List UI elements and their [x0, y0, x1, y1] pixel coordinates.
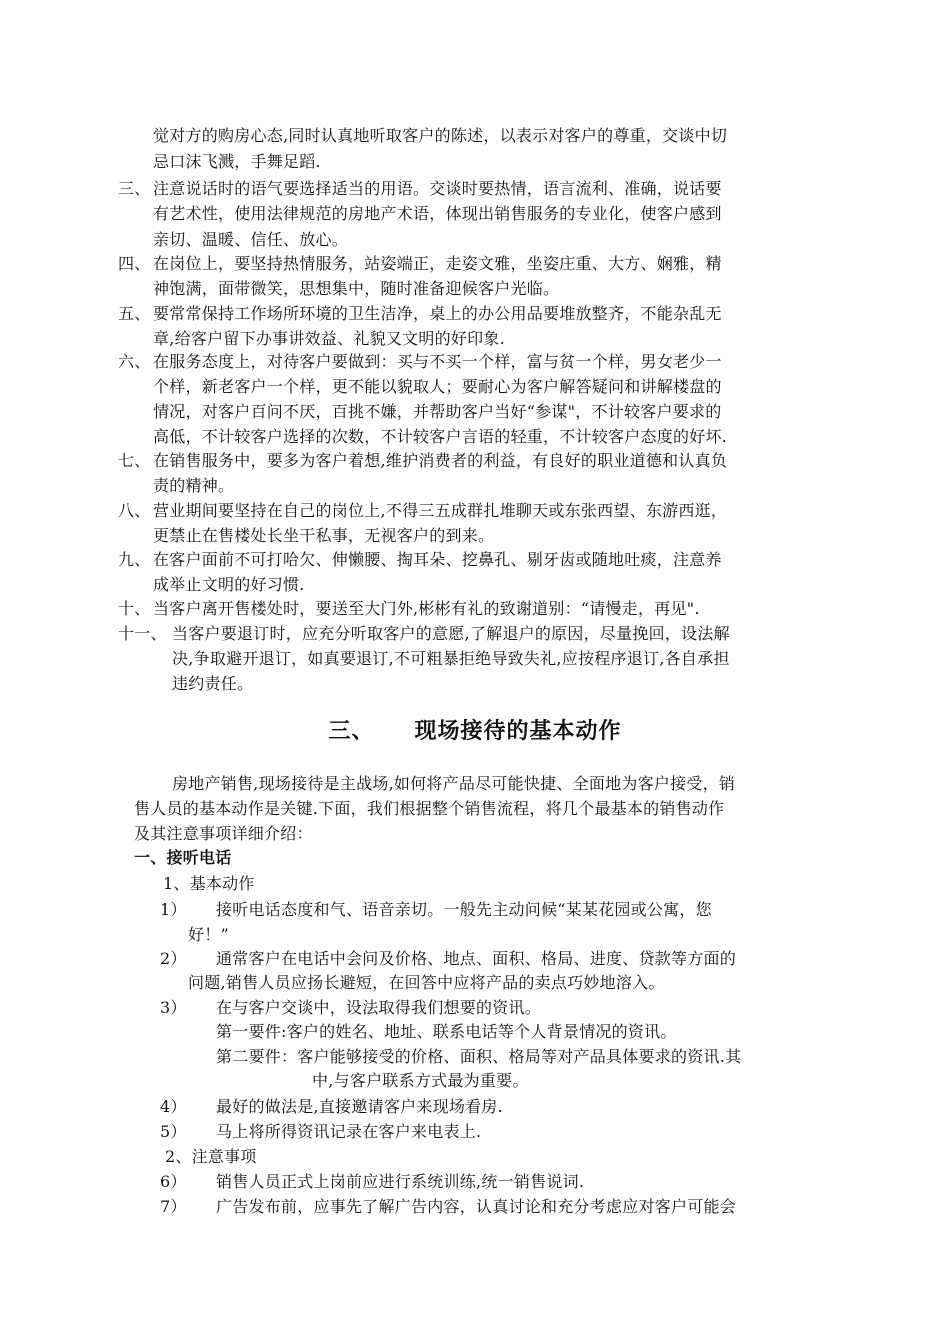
rule-line: 当客户要退订时，应充分听取客户的意愿,了解退户的原因，尽量挽回，设法解: [172, 624, 730, 643]
rule-line: 在岗位上，要坚持热情服务，站姿端正，走姿文雅，坐姿庄重、大方、娴雅，精: [153, 254, 722, 273]
item-line: 销售人员正式上岗前应进行系统训练,统一销售说词.: [216, 1172, 585, 1191]
rule-line: 要常常保持工作场所环境的卫生洁净，桌上的办公用品要堆放整齐，不能杂乱无: [153, 304, 722, 323]
rule-marker: 十一、: [118, 624, 167, 643]
rule-line: 章,给客户留下办事讲效益、礼貌又文明的好印象.: [153, 329, 505, 348]
rule-line: 情况，对客户百问不厌，百挑不嫌，并帮助客户当好“参谋"，不计较客户要求的: [153, 402, 722, 421]
rule-line: 营业期间要坚持在自己的岗位上,不得三五成群扎堆聊天或东张西望、东游西逛，: [153, 501, 728, 520]
item-marker: 1）: [160, 900, 187, 919]
rule-line: 当客户离开售楼处时，要送至大门外,彬彬有礼的致谢道别：“请慢走，再见".: [153, 599, 700, 618]
requirement-line: 第二要件：客户能够接受的价格、面积、格局等对产品具体要求的资讯.其: [216, 1047, 742, 1066]
rule-line: 违约责任。: [172, 674, 254, 693]
item-line: 通常客户在电话中会问及价格、地点、面积、格局、进度、贷款等方面的: [216, 949, 737, 968]
item-line: 广告发布前，应事先了解广告内容，认真讨论和充分考虑应对客户可能会: [216, 1197, 737, 1216]
rule-line: 成举止文明的好习惯.: [153, 575, 305, 594]
section-title: 现场接待的基本动作: [414, 719, 622, 744]
rule-marker: 六、: [118, 352, 151, 371]
rule-line: 注意说话时的语气要选择适当的用语。交谈时要热情，语言流利、准确，说话要: [153, 179, 722, 198]
requirement-line: 中,与客户联系方式最为重要。: [312, 1071, 529, 1090]
item-line: 最好的做法是,直接邀请客户来现场看房.: [216, 1097, 503, 1116]
rule-line: 高低，不计较客户选择的次数，不计较客户言语的轻重，不计较客户态度的好坏.: [153, 427, 728, 446]
item-marker: 7）: [160, 1197, 187, 1216]
section-number: 三、: [328, 719, 375, 744]
carry-over-line: 忌口沫飞溅，手舞足蹈.: [153, 152, 321, 171]
item-line: 在与客户交谈中，设法取得我们想要的资讯。: [216, 998, 542, 1017]
rule-marker: 三、: [118, 179, 151, 198]
rule-line: 神饱满，面带微笑，思想集中，随时准备迎候客户光临。: [153, 279, 560, 298]
item-line: 好！”: [188, 925, 229, 944]
actions-heading: 1、基本动作: [163, 874, 255, 893]
requirement-line: 第一要件:客户的姓名、地址、联系电话等个人背景情况的资讯。: [216, 1022, 677, 1041]
item-marker: 5）: [160, 1122, 187, 1141]
rule-line: 在销售服务中，要多为客户着想,维护消费者的利益，有良好的职业道德和认真负: [153, 451, 728, 470]
item-line: 马上将所得资讯记录在客户来电表上.: [216, 1122, 482, 1141]
rule-line: 责的精神。: [153, 476, 235, 495]
rule-marker: 八、: [118, 501, 151, 520]
rule-marker: 五、: [118, 304, 151, 323]
carry-over-line: 觉对方的购房心态,同时认真地听取客户的陈述，以表示对客户的尊重，交谈中切: [153, 126, 728, 145]
item-line: 问题,销售人员应扬长避短，在回答中应将产品的卖点巧妙地溶入。: [188, 973, 665, 992]
item-marker: 6）: [160, 1172, 187, 1191]
section-heading: [0, 716, 950, 748]
intro-line: 及其注意事项详细介绍：: [134, 824, 313, 843]
rule-line: 更禁止在售楼处长坐干私事，无视客户的到来。: [153, 526, 495, 545]
rule-marker: 四、: [118, 254, 151, 273]
item-marker: 3）: [160, 998, 187, 1017]
rule-line: 在客户面前不可打哈欠、伸懒腰、掏耳朵、挖鼻孔、剔牙齿或随地吐痰，注意养: [153, 550, 722, 569]
intro-line: 房地产销售,现场接待是主战场,如何将产品尽可能快捷、全面地为客户接受，销: [172, 774, 736, 793]
rule-marker: 七、: [118, 451, 151, 470]
rule-line: 个样，新老客户一个样，更不能以貌取人；要耐心为客户解答疑问和讲解楼盘的: [153, 377, 722, 396]
rule-marker: 十、: [118, 599, 151, 618]
rule-line: 在服务态度上，对待客户要做到：买与不买一个样，富与贫一个样，男女老少一: [153, 352, 722, 371]
rule-line: 有艺术性，使用法律规范的房地产术语，体现出销售服务的专业化，使客户感到: [153, 204, 722, 223]
item-marker: 2）: [160, 949, 187, 968]
rule-line: 亲切、温暖、信任、放心。: [153, 230, 349, 249]
item-marker: 4）: [160, 1097, 187, 1116]
subsection-title: 一、接听电话: [134, 848, 232, 867]
intro-line: 售人员的基本动作是关键.下面，我们根据整个销售流程，将几个最基本的销售动作: [134, 799, 725, 818]
notes-heading: 2、注意事项: [165, 1147, 257, 1166]
item-line: 接听电话态度和气、语音亲切。一般先主动问候“某某花园或公寓，您: [216, 900, 712, 919]
rule-marker: 九、: [118, 550, 151, 569]
rule-line: 决,争取避开退订，如真要退订,不可粗暴拒绝导致失礼,应按程序退订,各自承担: [172, 649, 730, 668]
